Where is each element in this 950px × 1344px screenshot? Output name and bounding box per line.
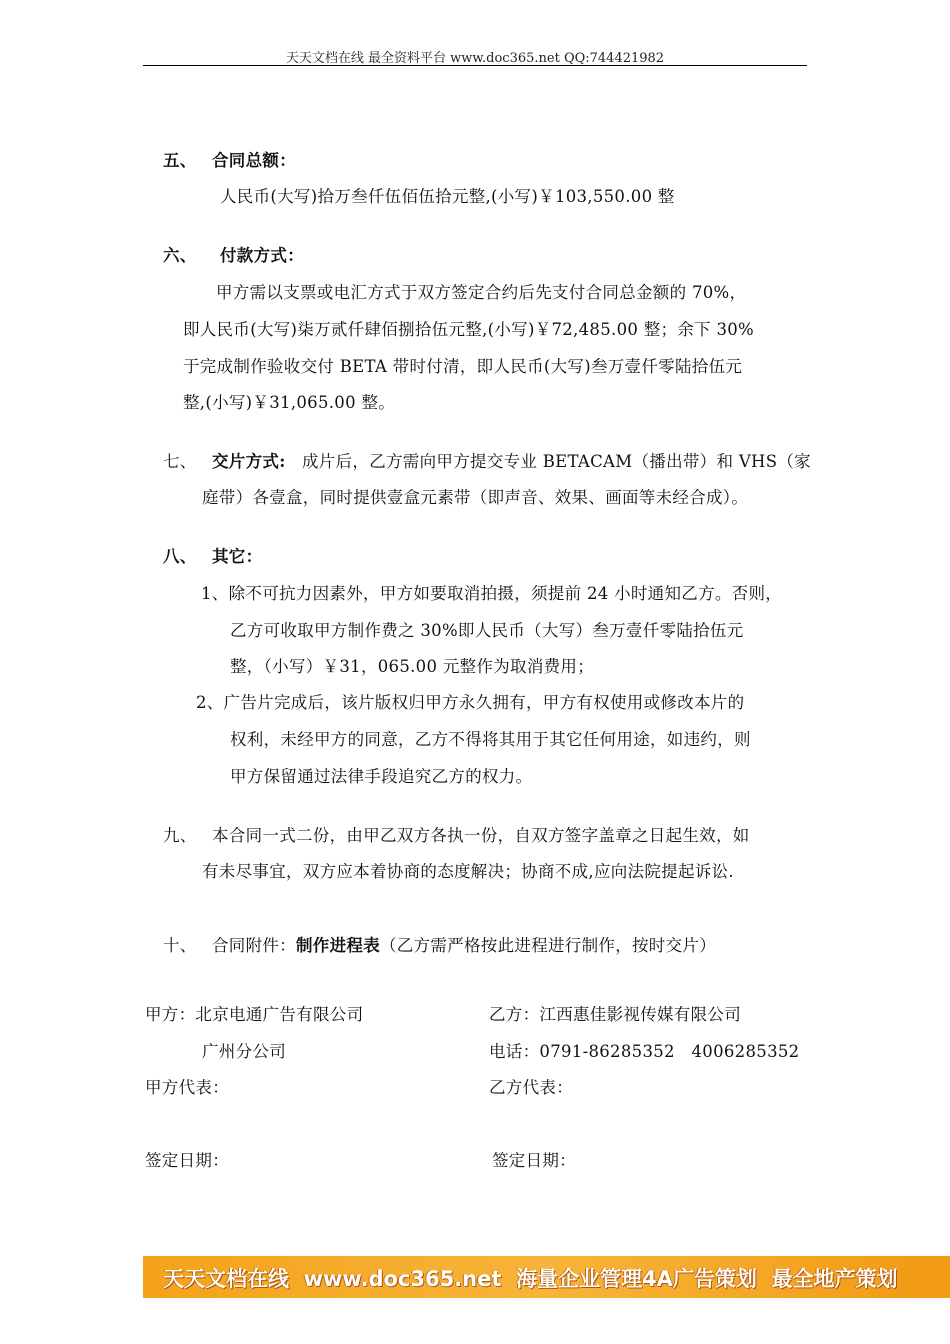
section-9-line-2: 有未尽事宜，双方应本着协商的态度解决；协商不成,应向法院提起诉讼. [202,862,734,881]
party-b-phone: 电话：0791-86285352 4006285352 [489,1042,800,1061]
party-b-name: 乙方：江西惠佳影视传媒有限公司 [489,1005,741,1024]
section-8-item-1-line-3: 整，（小写）￥31，065.00 元整作为取消费用； [230,657,595,676]
section-8-item-2-line-1: 2、广告片完成后，该片版权归甲方永久拥有，甲方有权使用或修改本片的 [196,693,745,712]
section-6-line-3: 于完成制作验收交付 BETA 带时付清，即人民币(大写)叁万壹仟零陆拾伍元 [183,357,743,376]
section-9-number: 九、 [163,826,197,845]
section-7-title: 交片方式: [212,452,286,471]
section-7-line-1: 成片后，乙方需向甲方提交专业 BETACAM（播出带）和 VHS（家 [302,452,811,471]
section-6-number: 六、 [163,246,197,265]
party-a-sign-date: 签定日期： [145,1151,229,1170]
section-6-line-4: 整,(小写)￥31,065.00 整。 [183,393,396,412]
section-9-line-1: 本合同一式二份，由甲乙双方各执一份，自双方签字盖章之日起生效，如 [212,826,750,845]
footer-banner-text: 天天文档在线 www.doc365.net 海量企业管理4A广告策划 最全地产策划 [163,1267,898,1291]
section-8-item-2-line-2: 权利，未经甲方的同意，乙方不得将其用于其它任何用途，如违约，则 [230,730,751,749]
section-10-number: 十、 [163,936,197,955]
section-5-title: 合同总额： [212,151,296,170]
section-8-item-2-line-3: 甲方保留通过法律手段追究乙方的权力。 [230,767,533,786]
party-a-branch: 广州分公司 [202,1042,286,1061]
party-b-representative: 乙方代表： [489,1078,573,1097]
page-header: 天天文档在线 最全资料平台 www.doc365.net QQ:744421982 [285,51,665,66]
section-10-prefix: 合同附件： [212,936,296,955]
section-7-line-2: 庭带）各壹盒，同时提供壹盒元素带（即声音、效果、画面等未经合成）。 [202,488,749,507]
header-rule [143,65,807,66]
section-8-item-1-line-2: 乙方可收取甲方制作费之 30%即人民币（大写）叁万壹仟零陆拾伍元 [230,621,744,640]
section-8-title: 其它： [212,547,263,566]
section-10-line [212,932,716,956]
section-10-suffix: （乙方需严格按此进程进行制作，按时交片） [380,936,716,955]
section-8-item-1-line-1: 1、除不可抗力因素外，甲方如要取消拍摄，须提前 24 小时通知乙方。否则， [201,584,783,603]
party-a-name: 甲方：北京电通广告有限公司 [145,1005,364,1024]
party-a-representative: 甲方代表： [145,1078,229,1097]
section-6-line-1: 甲方需以支票或电汇方式于双方签定合约后先支付合同总金额的 70%， [216,283,747,302]
footer-banner[interactable] [143,1256,950,1298]
section-6-line-2: 即人民币(大写)柒万贰仟肆佰捌拾伍元整,(小写)￥72,485.00 整；余下 30% [183,320,755,339]
section-8-number: 八、 [163,547,197,566]
party-b-sign-date: 签定日期： [492,1151,576,1170]
section-5-amount: 人民币(大写)拾万叁仟伍佰伍拾元整,(小写)￥103,550.00 整 [220,187,675,206]
section-5-number: 五、 [163,151,197,170]
section-7-number: 七、 [163,452,197,471]
section-10-schedule-title: 制作进程表 [296,936,380,955]
section-6-title: 付款方式： [220,246,304,265]
